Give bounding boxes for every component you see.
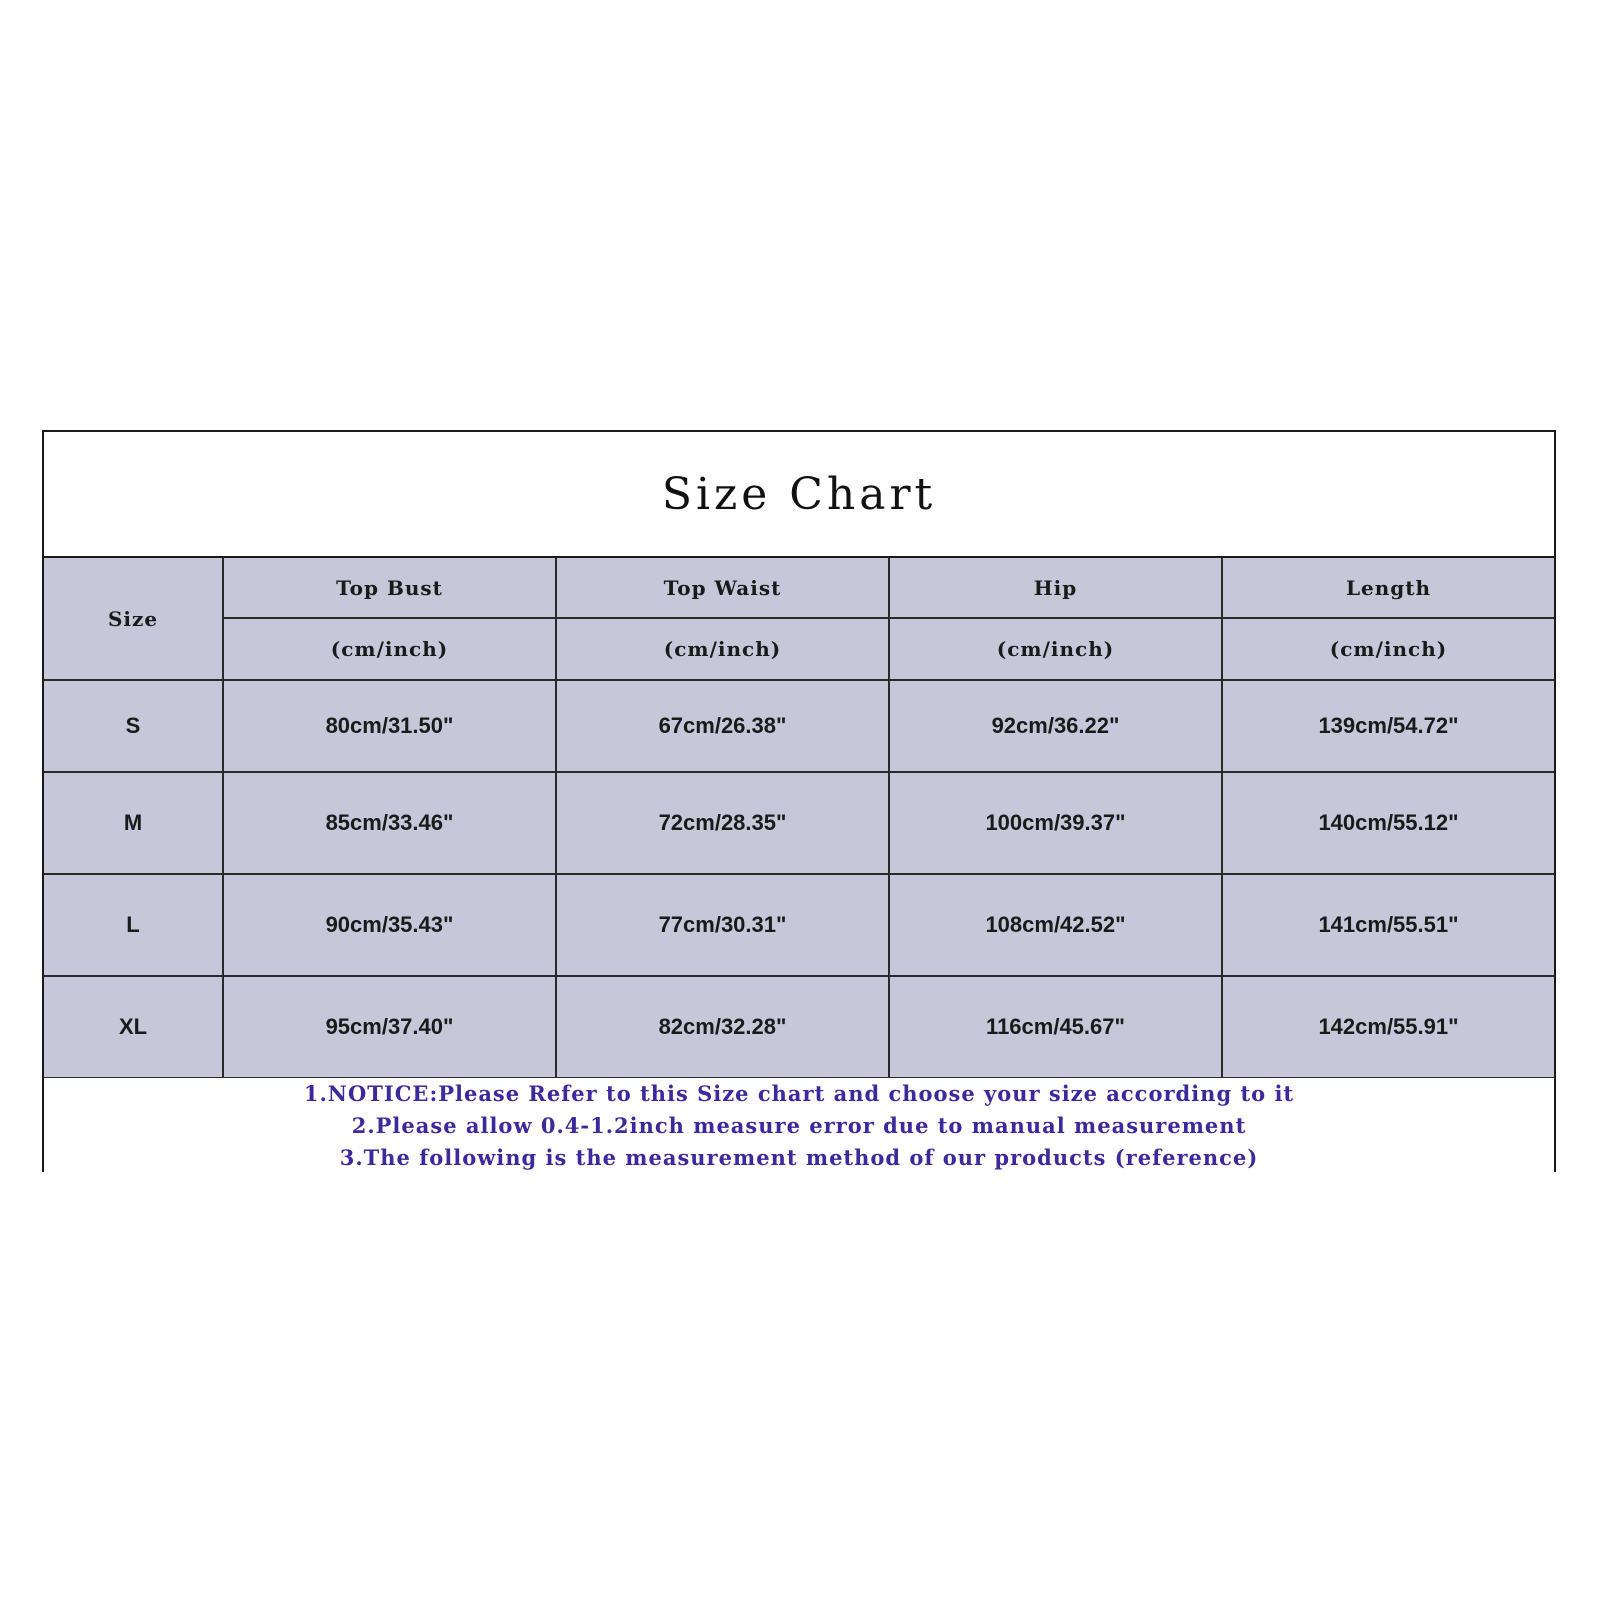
size-chart — [42, 430, 1556, 1172]
table-cell: 141cm/55.51" — [1222, 874, 1554, 976]
unit-length: (cm/inch) — [1222, 618, 1554, 680]
header-top-waist: Top Waist — [556, 558, 889, 618]
table-row — [44, 976, 1554, 1078]
table-cell: 92cm/36.22" — [889, 680, 1222, 772]
unit-top-bust: (cm/inch) — [223, 618, 556, 680]
table-cell: 108cm/42.52" — [889, 874, 1222, 976]
table-cell: 72cm/28.35" — [556, 772, 889, 874]
chart-title: Size Chart — [661, 468, 937, 520]
header-length: Length — [1222, 558, 1554, 618]
table-cell: 142cm/55.91" — [1222, 976, 1554, 1078]
title-band — [44, 432, 1554, 558]
table-row — [44, 772, 1554, 874]
table-cell: 116cm/45.67" — [889, 976, 1222, 1078]
table-cell: 77cm/30.31" — [556, 874, 889, 976]
unit-top-waist: (cm/inch) — [556, 618, 889, 680]
table-cell: 90cm/35.43" — [223, 874, 556, 976]
size-label: L — [44, 874, 223, 976]
table-cell: 80cm/31.50" — [223, 680, 556, 772]
table-cell: 85cm/33.46" — [223, 772, 556, 874]
size-table — [44, 558, 1554, 1079]
size-label: XL — [44, 976, 223, 1078]
table-row — [44, 874, 1554, 976]
header-top-bust: Top Bust — [223, 558, 556, 618]
table-cell: 82cm/32.28" — [556, 976, 889, 1078]
table-cell: 140cm/55.12" — [1222, 772, 1554, 874]
table-row — [44, 680, 1554, 772]
note-line: 1.NOTICE:Please Refer to this Size chart and choose your size according to it — [303, 1081, 1295, 1106]
table-cell: 67cm/26.38" — [556, 680, 889, 772]
table-cell: 100cm/39.37" — [889, 772, 1222, 874]
note-line: 3.The following is the measurement method of our products (reference) — [339, 1145, 1259, 1170]
unit-hip: (cm/inch) — [889, 618, 1222, 680]
header-hip: Hip — [889, 558, 1222, 618]
note-line: 2.Please allow 0.4-1.2inch measure error due to manual measurement — [351, 1113, 1247, 1138]
size-label: S — [44, 680, 223, 772]
size-label: M — [44, 772, 223, 874]
header-size: Size — [44, 558, 223, 680]
table-cell: 139cm/54.72" — [1222, 680, 1554, 772]
table-cell: 95cm/37.40" — [223, 976, 556, 1078]
notes-section — [44, 1078, 1554, 1174]
